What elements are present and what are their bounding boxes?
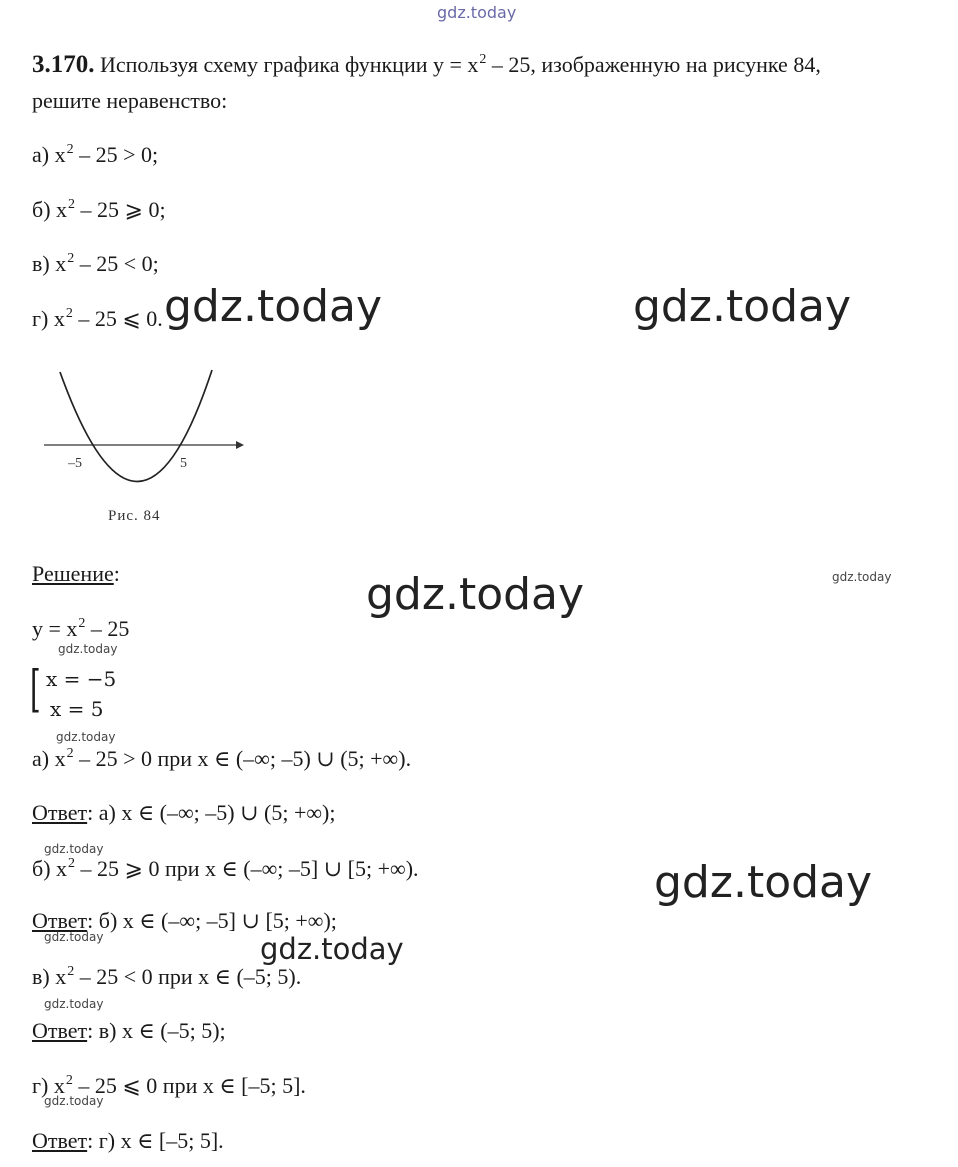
watermark-big-1: gdz.today [164, 281, 383, 332]
watermark-small-1: gdz.today [832, 570, 892, 584]
problem-line-2: решите неравенство: [32, 88, 228, 113]
item-a [32, 142, 158, 172]
root-2: x = 5 [50, 697, 104, 721]
item-b-prefix: б) x [32, 197, 68, 222]
solution-label: Решение [32, 561, 114, 586]
solution-colon: : [113, 561, 120, 586]
item-a-rest: – 25 > 0; [73, 142, 159, 167]
sol-g-post: – 25 ⩽ 0 при x ∈ [–5; 5]. [72, 1073, 306, 1098]
sol-g-exp: 2 [65, 1073, 73, 1088]
problem-number: 3.170. [32, 51, 95, 78]
item-g-prefix: г) x [32, 306, 65, 331]
problem-line-1 [32, 52, 821, 82]
answer-a-label: Ответ [32, 800, 88, 825]
answer-b-label: Ответ [32, 908, 88, 933]
func-exp: 2 [78, 616, 86, 631]
solution-v [32, 964, 301, 994]
solution-b [32, 856, 419, 886]
answer-v [32, 1018, 226, 1044]
sol-b-pre: б) x [32, 856, 68, 881]
watermark-small-4: gdz.today [44, 842, 104, 856]
watermark-small-3: gdz.today [56, 730, 116, 744]
sol-a-post: – 25 > 0 при x ∈ (–∞; –5) ∪ (5; +∞). [73, 746, 412, 771]
sol-a-exp: 2 [66, 746, 74, 761]
item-b [32, 197, 166, 227]
problem-text-pre: Используя схему графика функции y = x [100, 52, 479, 77]
parabola-figure [40, 360, 250, 500]
item-b-rest: – 25 ⩾ 0; [75, 197, 166, 222]
solution-heading [32, 561, 120, 587]
watermark-small-2: gdz.today [58, 642, 118, 656]
watermark-medium: gdz.today [260, 932, 404, 966]
root-1: x = −5 [46, 667, 117, 691]
problem-exp: 2 [479, 52, 487, 67]
system-bracket-icon: [ [30, 660, 41, 718]
item-v-prefix: в) x [32, 251, 67, 276]
axis-arrow-icon [236, 441, 244, 449]
item-a-exp: 2 [66, 142, 74, 157]
watermark-big-4: gdz.today [654, 857, 873, 908]
func-pre: y = x [32, 616, 78, 641]
sol-b-post: – 25 ⩾ 0 при x ∈ (–∞; –5] ∪ [5; +∞). [75, 856, 419, 881]
answer-b-text: : б) x ∈ (–∞; –5] ∪ [5; +∞); [87, 908, 337, 933]
sol-v-pre: в) x [32, 964, 67, 989]
item-a-prefix: а) x [32, 142, 66, 167]
item-b-exp: 2 [68, 197, 76, 212]
answer-a [32, 800, 335, 826]
answer-g-text: : г) x ∈ [–5; 5]. [87, 1128, 224, 1153]
watermark-big-2: gdz.today [633, 281, 852, 332]
watermark-top: gdz.today [437, 3, 517, 22]
tick-label-right: 5 [180, 456, 187, 471]
answer-v-text: : в) x ∈ (–5; 5); [87, 1018, 226, 1043]
item-v-exp: 2 [67, 251, 75, 266]
solution-a [32, 746, 411, 776]
watermark-big-3: gdz.today [366, 569, 585, 620]
item-g-exp: 2 [65, 306, 73, 321]
item-g [32, 306, 163, 336]
problem-text-post: – 25, изображенную на рисунке 84, [486, 52, 821, 77]
answer-v-label: Ответ [32, 1018, 88, 1043]
parabola-curve [60, 370, 212, 482]
answer-g [32, 1128, 224, 1154]
item-v-rest: – 25 < 0; [74, 251, 159, 276]
func-post: – 25 [85, 616, 130, 641]
sol-v-post: – 25 < 0 при x ∈ (–5; 5). [74, 964, 302, 989]
sol-a-pre: а) x [32, 746, 66, 771]
sol-b-exp: 2 [68, 856, 76, 871]
tick-label-left: –5 [68, 456, 82, 471]
item-v [32, 251, 159, 281]
sol-v-exp: 2 [67, 964, 75, 979]
answer-a-text: : а) x ∈ (–∞; –5) ∪ (5; +∞); [87, 800, 336, 825]
watermark-small-5: gdz.today [44, 930, 104, 944]
item-g-rest: – 25 ⩽ 0. [72, 306, 163, 331]
watermark-small-7: gdz.today [44, 1094, 104, 1108]
answer-g-label: Ответ [32, 1128, 88, 1153]
watermark-small-6: gdz.today [44, 997, 104, 1011]
sol-g-pre: г) x [32, 1073, 65, 1098]
figure-caption: Рис. 84 [108, 508, 161, 524]
